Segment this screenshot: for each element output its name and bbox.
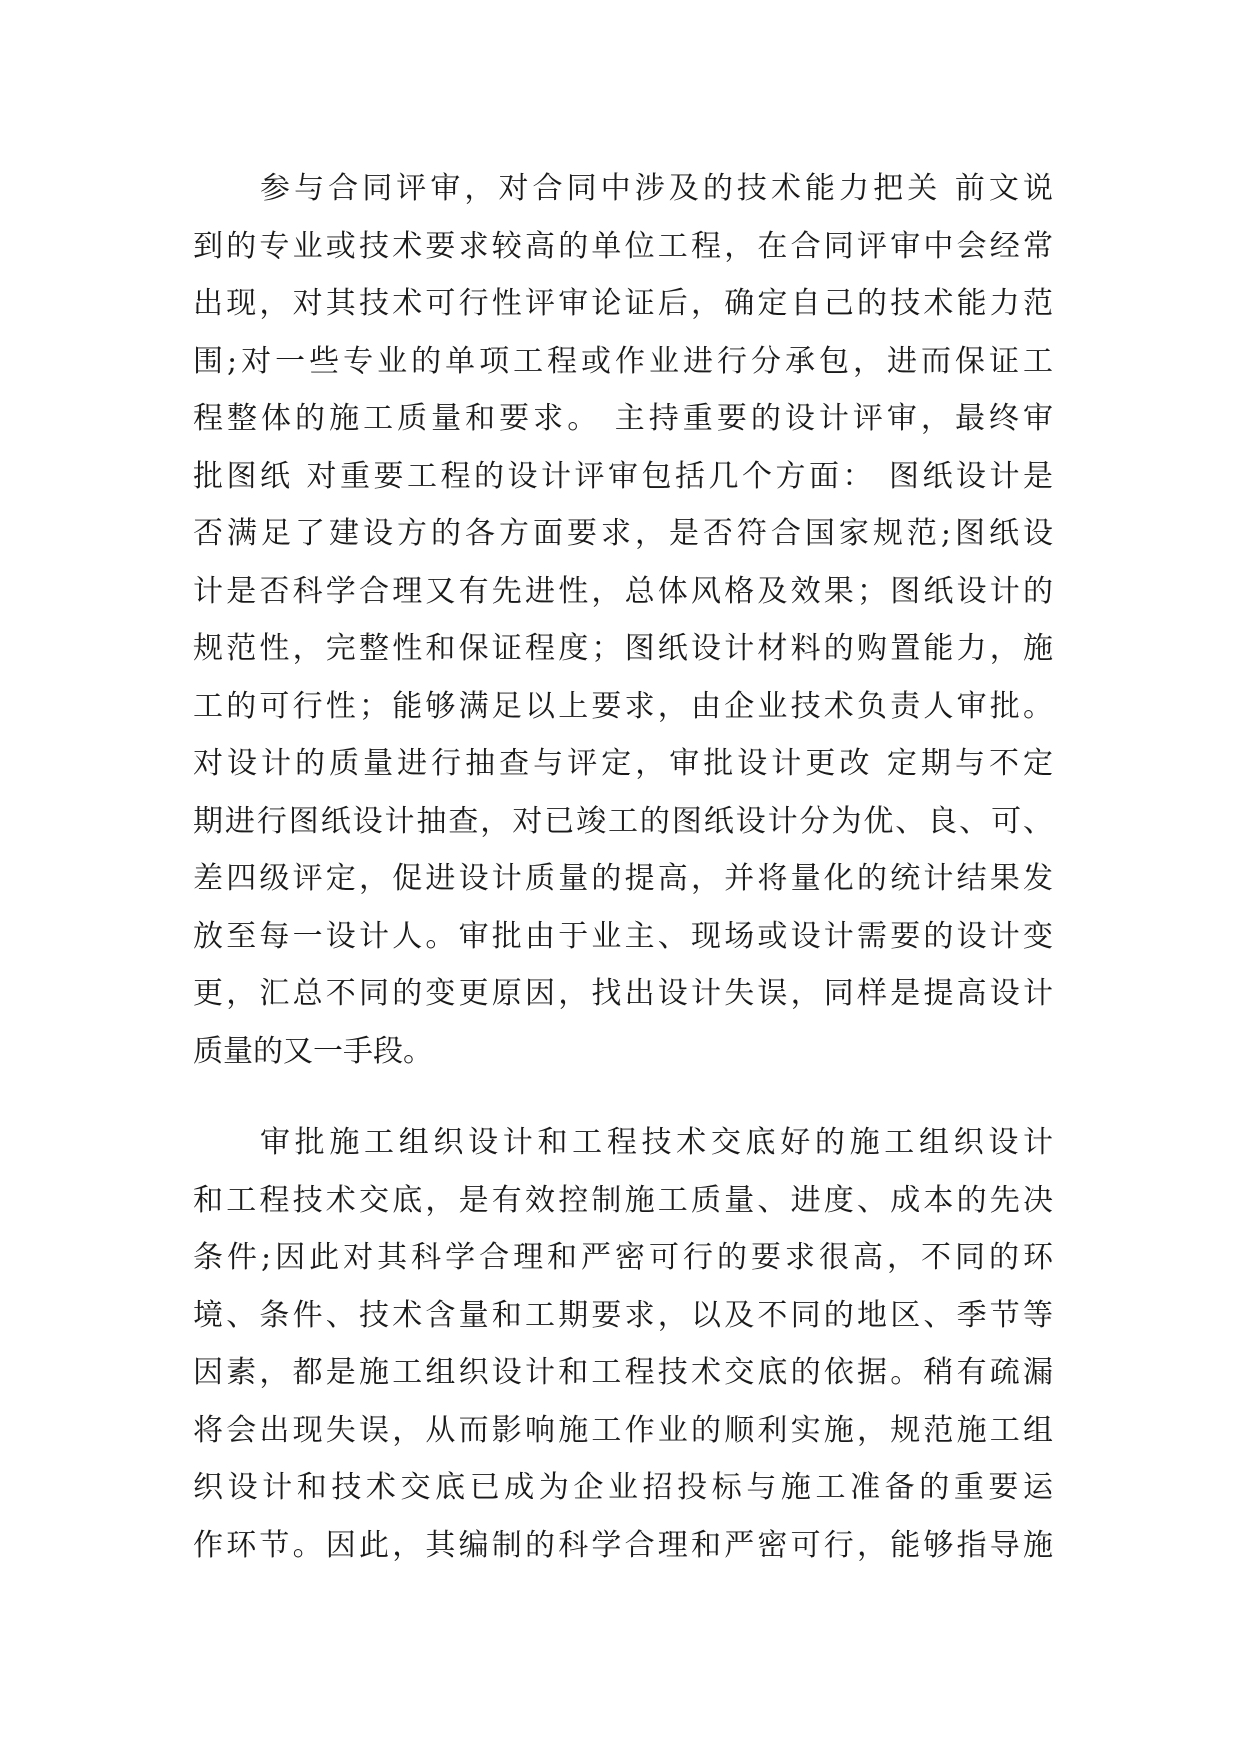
paragraph-line: 围;对一些专业的单项工程或作业进行分承包，进而保证工 (193, 343, 1053, 379)
paragraph-line: 条件;因此对其科学合理和严密可行的要求很高，不同的环 (193, 1240, 1053, 1275)
paragraph-line: 计是否科学合理又有先进性，总体风格及效果；图纸设计的 (193, 573, 1053, 609)
paragraph-line: 织设计和技术交底已成为企业招投标与施工准备的重要运 (193, 1470, 1053, 1505)
paragraph-line: 境、条件、技术含量和工期要求，以及不同的地区、季节等 (193, 1297, 1053, 1333)
paragraph-gap (193, 1080, 1053, 1114)
paragraph-line: 批图纸 对重要工程的设计评审包括几个方面： 图纸设计是 (193, 458, 1053, 494)
paragraph-line: 工的可行性；能够满足以上要求，由企业技术负责人审批。 (193, 688, 1053, 724)
paragraph-line: 作环节。因此，其编制的科学合理和严密可行，能够指导施 (193, 1527, 1053, 1563)
paragraph-line: 程整体的施工质量和要求。 主持重要的设计评审，最终审 (193, 401, 1053, 436)
paragraph-line: 更，汇总不同的变更原因，找出设计失误，同样是提高设计 (193, 976, 1053, 1011)
paragraph-line: 质量的又一手段。 (193, 1033, 433, 1069)
paragraph-line: 因素，都是施工组织设计和工程技术交底的依据。稍有疏漏 (193, 1355, 1053, 1390)
paragraph-line: 放至每一设计人。审批由于业主、现场或设计需要的设计变 (193, 918, 1053, 954)
paragraph-line: 否满足了建设方的各方面要求，是否符合国家规范;图纸设 (193, 516, 1053, 551)
paragraph-line: 规范性，完整性和保证程度；图纸设计材料的购置能力，施 (193, 631, 1053, 666)
body-text (193, 160, 1053, 1574)
paragraph-line: 和工程技术交底，是有效控制施工质量、进度、成本的先决 (193, 1182, 1053, 1218)
paragraph-line: 期进行图纸设计抽查，对已竣工的图纸设计分为优、良、可、 (193, 803, 1053, 839)
paragraph-line: 到的专业或技术要求较高的单位工程，在合同评审中会经常 (193, 228, 1053, 264)
paragraph-line: 对设计的质量进行抽查与评定，审批设计更改 定期与不定 (193, 746, 1053, 781)
paragraph-line: 审批施工组织设计和工程技术交底好的施工组织设计 (260, 1125, 1053, 1160)
paragraph-line: 将会出现失误，从而影响施工作业的顺利实施，规范施工组 (193, 1412, 1053, 1448)
paragraph-line: 参与合同评审，对合同中涉及的技术能力把关 前文说 (260, 171, 1053, 206)
paragraph-line: 出现，对其技术可行性评审论证后，确定自己的技术能力范 (193, 286, 1053, 321)
paragraph-line: 差四级评定，促进设计质量的提高，并将量化的统计结果发 (193, 861, 1053, 896)
